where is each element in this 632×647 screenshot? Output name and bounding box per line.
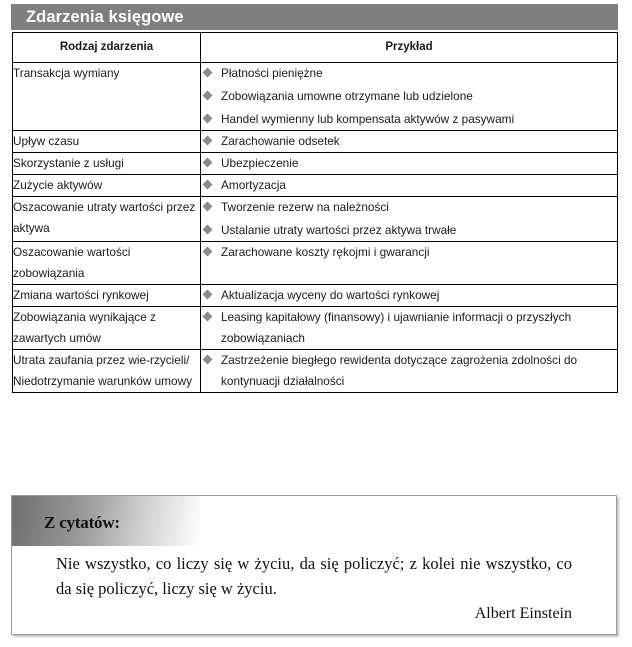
example-list <box>201 285 617 306</box>
list-item <box>201 153 617 174</box>
diamond-bullet-icon <box>203 91 213 101</box>
diamond-bullet-icon <box>203 202 213 212</box>
example-list <box>201 242 617 263</box>
diamond-bullet-icon <box>203 68 213 78</box>
list-item-label: Tworzenie rezerw na należności <box>221 200 389 214</box>
list-item <box>201 350 617 392</box>
list-item <box>201 197 617 218</box>
list-item <box>201 109 617 130</box>
list-item <box>201 285 617 306</box>
cell-event-kind: Upływ czasu <box>13 131 201 153</box>
cell-event-kind: Zużycie aktywów <box>13 175 201 197</box>
table-row <box>13 153 618 175</box>
list-item-label: Amortyzacja <box>221 178 286 192</box>
list-item <box>201 63 617 84</box>
diamond-bullet-icon <box>203 355 213 365</box>
list-item-label: Zastrzeżenie biegłego rewidenta dotyczące zagrożenia zdolności do kontynuacji działalności <box>221 353 578 388</box>
quote-author: Albert Einstein <box>474 605 572 622</box>
table-row <box>13 131 618 153</box>
cell-event-examples <box>201 131 618 153</box>
accounting-events-table <box>12 32 618 393</box>
example-list <box>201 153 617 174</box>
column-header-example: Przykład <box>201 33 618 63</box>
list-item <box>201 86 617 107</box>
example-list <box>201 131 617 152</box>
diamond-bullet-icon <box>203 180 213 190</box>
cell-event-kind: Zobowiązania wynikające z zawartych umów <box>13 307 201 350</box>
cell-event-kind: Oszacowanie wartości zobowiązania <box>13 242 201 285</box>
cell-event-examples <box>201 153 618 175</box>
table-row <box>13 197 618 242</box>
table-row <box>13 350 618 393</box>
cell-event-kind: Zmiana wartości rynkowej <box>13 285 201 307</box>
cell-event-examples <box>201 285 618 307</box>
list-item-label: Zarachowane koszty rękojmi i gwarancji <box>221 245 430 259</box>
table-row <box>13 307 618 350</box>
cell-event-examples <box>201 175 618 197</box>
diamond-bullet-icon <box>203 247 213 257</box>
cell-event-kind: Utrata zaufania przez wie-rzycieli/ Niedotrzymanie warunków umowy <box>13 350 201 393</box>
list-item-label: Ustalanie utraty wartości przez aktywa trwałe <box>221 223 457 237</box>
diamond-bullet-icon <box>203 158 213 168</box>
list-item <box>201 307 617 349</box>
example-list <box>201 350 617 392</box>
diamond-bullet-icon <box>203 290 213 300</box>
table-row <box>13 175 618 197</box>
list-item-label: Zobowiązania umowne otrzymane lub udzielone <box>221 89 473 103</box>
cell-event-kind: Skorzystanie z usługi <box>13 153 201 175</box>
table-header-row <box>13 33 618 63</box>
cell-event-examples <box>201 307 618 350</box>
page-title: Zdarzenia księgowe <box>26 7 184 26</box>
list-item <box>201 242 617 263</box>
cell-event-kind: Transakcja wymiany <box>13 63 201 131</box>
section-title-bar <box>11 4 618 30</box>
diamond-bullet-icon <box>203 136 213 146</box>
quote-heading: Z cytatów: <box>44 513 120 532</box>
list-item <box>201 175 617 196</box>
table-row <box>13 63 618 131</box>
list-item-label: Płatności pieniężne <box>221 66 323 80</box>
list-item <box>201 131 617 152</box>
cell-event-examples <box>201 197 618 242</box>
example-list <box>201 175 617 196</box>
cell-event-examples <box>201 242 618 285</box>
column-header-kind: Rodzaj zdarzenia <box>13 33 201 63</box>
table-row <box>13 242 618 285</box>
list-item-label: Leasing kapitałowy (finansowy) i ujawnianie informacji o przyszłych zobowiązaniach <box>221 310 572 345</box>
list-item-label: Zarachowanie odsetek <box>221 134 340 148</box>
quote-text: Nie wszystko, co liczy się w życiu, da się policzyć; z kolei nie wszystko, co da się policzyć, liczy się w życiu. <box>56 554 572 598</box>
example-list <box>201 197 617 241</box>
list-item-label: Ubezpieczenie <box>221 156 299 170</box>
cell-event-examples <box>201 350 618 393</box>
diamond-bullet-icon <box>203 225 213 235</box>
diamond-bullet-icon <box>203 114 213 124</box>
cell-event-examples <box>201 63 618 131</box>
diamond-bullet-icon <box>203 312 213 322</box>
example-list <box>201 307 617 349</box>
list-item-label: Aktualizacja wyceny do wartości rynkowej <box>221 288 440 302</box>
cell-event-kind: Oszacowanie utraty wartości przez aktywa <box>13 197 201 242</box>
list-item-label: Handel wymienny lub kompensata aktywów z pasywami <box>221 112 515 126</box>
table-row <box>13 285 618 307</box>
list-item <box>201 220 617 241</box>
example-list <box>201 63 617 130</box>
